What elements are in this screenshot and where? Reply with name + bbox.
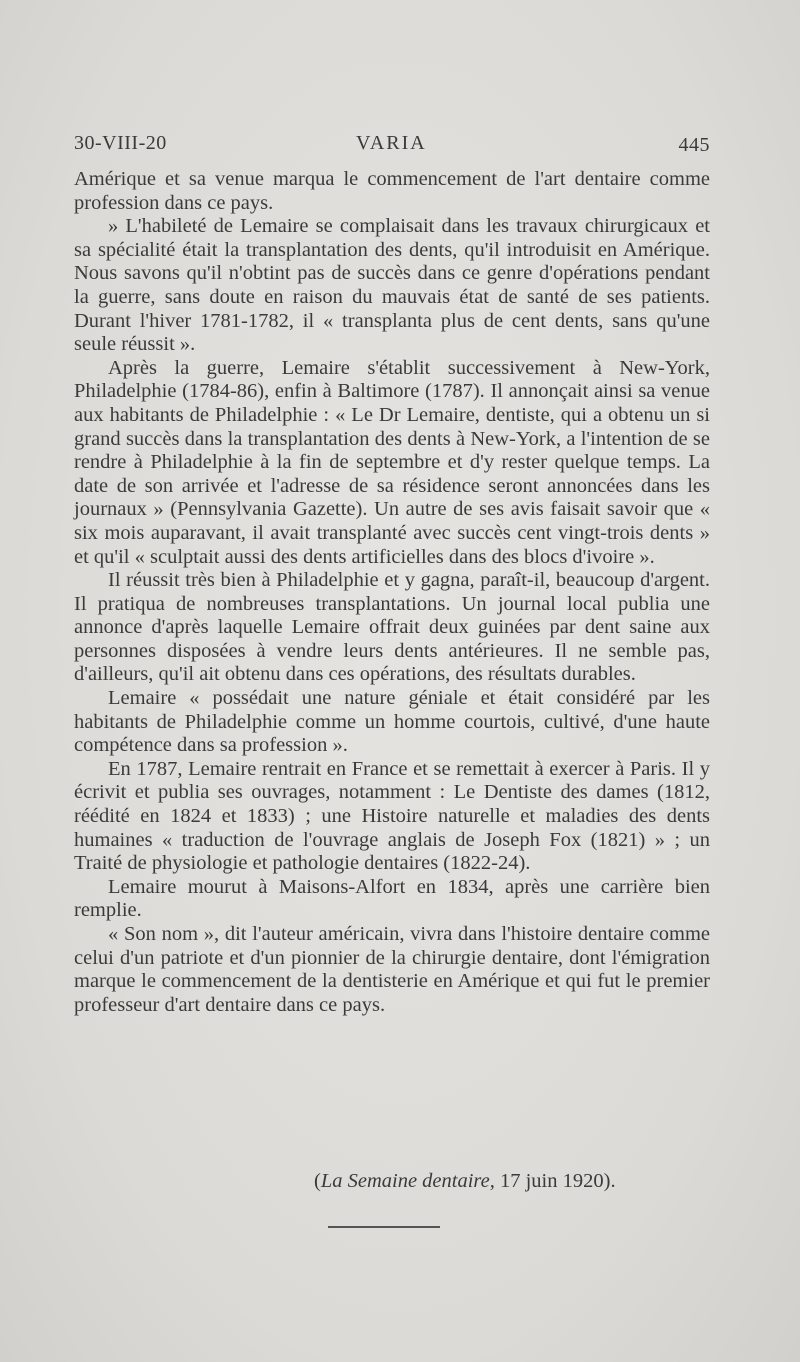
- paragraph-5: Lemaire « possédait une nature géniale et était considéré par les habitants de Philadelphie comme un homme courtois, cultivé, d'une haute compétence dans sa profession ».: [74, 687, 710, 757]
- source-open-paren: (: [314, 1170, 321, 1192]
- running-header: [74, 128, 714, 158]
- page-number: 445: [678, 134, 710, 156]
- paragraph-2: » L'habileté de Lemaire se complaisait dans les travaux chirurgicaux et sa spécialité était la transplantation des dents, qu'il introduisit en Amérique. Nous savons qu'il n'obtint pas de succès dans ce genre d'opérations pendant la guerre, sans doute en raison du mauvais état de santé de ses patients. Durant l'hiver 1781-1782, il « transplanta plus de cent dents, sans qu'une seule réussit ».: [74, 215, 710, 356]
- paragraph-4: Il réussit très bien à Philadelphie et y gagna, paraît-il, beaucoup d'argent. Il pratiqua de nombreuses transplantations. Un journal local publia une annonce d'après laquelle Lemaire offrait deux guinées par dent saine aux personnes disposées à vendre leurs dents antérieures. Il ne semble pas, d'ailleurs, qu'il ait obtenu dans ces opérations, des résultats durables.: [74, 569, 710, 686]
- paragraph-8: « Son nom », dit l'auteur américain, vivra dans l'histoire dentaire comme celui d'un patriote et d'un pionnier de la chirurgie dentaire, dont l'émigration marque le commencement de la dentisterie en Amérique et qui fut le premier professeur d'art dentaire dans ce pays.: [74, 923, 710, 1016]
- source-journal: La Semaine dentaire,: [320, 1170, 495, 1192]
- paragraph-1: Amérique et sa venue marqua le commencement de l'art dentaire comme profession dans ce pays.: [74, 168, 710, 214]
- paragraph-3: Après la guerre, Lemaire s'établit successivement à New-York, Philadelphie (1784-86), enfin à Baltimore (1787). Il annonçait ainsi sa venue aux habitants de Philadelphie : « Le Dr Lemaire, dentiste, qui a obtenu un si grand succès dans la transplantation des dents à New-York, a l'intention de se rendre à Philadelphie à la fin de septembre et d'y rester quelque temps. La date de son arrivée et l'adresse de sa résidence seront annoncées dans les journaux » (Pennsylvania Gazette). Un autre de ses avis faisait savoir que « six mois auparavant, il avait transplanté avec succès cent vingt-trois dents » et qu'il « sculptait aussi des dents artificielles dans des blocs d'ivoire ».: [74, 356, 710, 568]
- header-date: 30-VIII-20: [74, 132, 167, 154]
- header-section-title: VARIA: [356, 132, 427, 154]
- paragraph-6: En 1787, Lemaire rentrait en France et se remettait à exercer à Paris. Il y écrivit et publia ses ouvrages, notamment : Le Dentiste des dames (1812, réédité en 1824 et 1833) ; une Histoire naturelle et maladies des dents humaines « traduction de l'ouvrage anglais de Joseph Fox (1821) » ; un Traité de physiologie et pathologie dentaires (1822-24).: [74, 757, 710, 875]
- article-body: [74, 168, 710, 1017]
- paragraph-7: Lemaire mourut à Maisons-Alfort en 1834, après une carrière bien remplie.: [74, 875, 710, 922]
- source-citation: [314, 1170, 616, 1193]
- end-rule: [328, 1226, 440, 1228]
- source-date: 17 juin 1920).: [494, 1170, 616, 1192]
